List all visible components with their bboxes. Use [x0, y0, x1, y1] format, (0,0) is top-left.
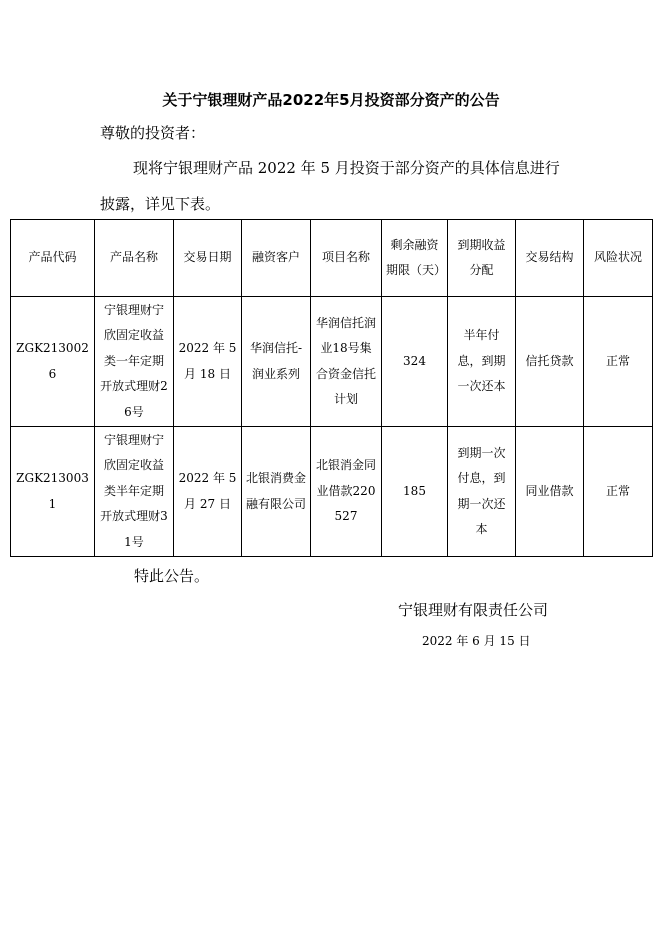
greeting: 尊敬的投资者：	[100, 124, 206, 142]
cell-income-distribution: 半年付息，到期一次还本	[448, 297, 516, 427]
announcement-date: 2022 年 6 月 15 日	[422, 634, 531, 648]
cell-product-name: 宁银理财宁欣固定收益类半年定期开放式理财31号	[95, 427, 174, 557]
closing-text: 特此公告。	[134, 567, 210, 585]
cell-risk-status: 正常	[584, 297, 653, 427]
cell-risk-status: 正常	[584, 427, 653, 557]
cell-client: 华润信托-润业系列	[242, 297, 311, 427]
table-row	[11, 297, 653, 427]
asset-table	[10, 219, 653, 557]
announcement-title: 关于宁银理财产品2022年5月投资部分资产的公告	[162, 91, 500, 109]
header-income-distribution: 到期收益分配	[448, 220, 516, 297]
cell-trade-date: 2022 年 5 月 27 日	[174, 427, 242, 557]
cell-structure: 同业借款	[516, 427, 584, 557]
cell-structure: 信托贷款	[516, 297, 584, 427]
cell-project-name: 北银消金同业借款220527	[311, 427, 382, 557]
header-product-code: 产品代码	[11, 220, 95, 297]
header-client: 融资客户	[242, 220, 311, 297]
cell-income-distribution: 到期一次付息，到期一次还本	[448, 427, 516, 557]
table-row	[11, 427, 653, 557]
header-product-name: 产品名称	[95, 220, 174, 297]
header-remaining-term: 剩余融资期限（天）	[382, 220, 448, 297]
header-trade-date: 交易日期	[174, 220, 242, 297]
cell-product-code: ZGK2130026	[11, 297, 95, 427]
header-risk-status: 风险状况	[584, 220, 653, 297]
header-structure: 交易结构	[516, 220, 584, 297]
cell-product-name: 宁银理财宁欣固定收益类一年定期开放式理财26号	[95, 297, 174, 427]
header-project-name: 项目名称	[311, 220, 382, 297]
cell-product-code: ZGK2130031	[11, 427, 95, 557]
cell-remaining-term: 324	[382, 297, 448, 427]
table-header-row	[11, 220, 653, 297]
intro-paragraph: 现将宁银理财产品 2022 年 5 月投资于部分资产的具体信息进行披露，详见下表。	[100, 159, 560, 213]
cell-remaining-term: 185	[382, 427, 448, 557]
cell-client: 北银消费金融有限公司	[242, 427, 311, 557]
cell-trade-date: 2022 年 5 月 18 日	[174, 297, 242, 427]
cell-project-name: 华润信托润业18号集合资金信托计划	[311, 297, 382, 427]
company-signature: 宁银理财有限责任公司	[398, 601, 549, 619]
